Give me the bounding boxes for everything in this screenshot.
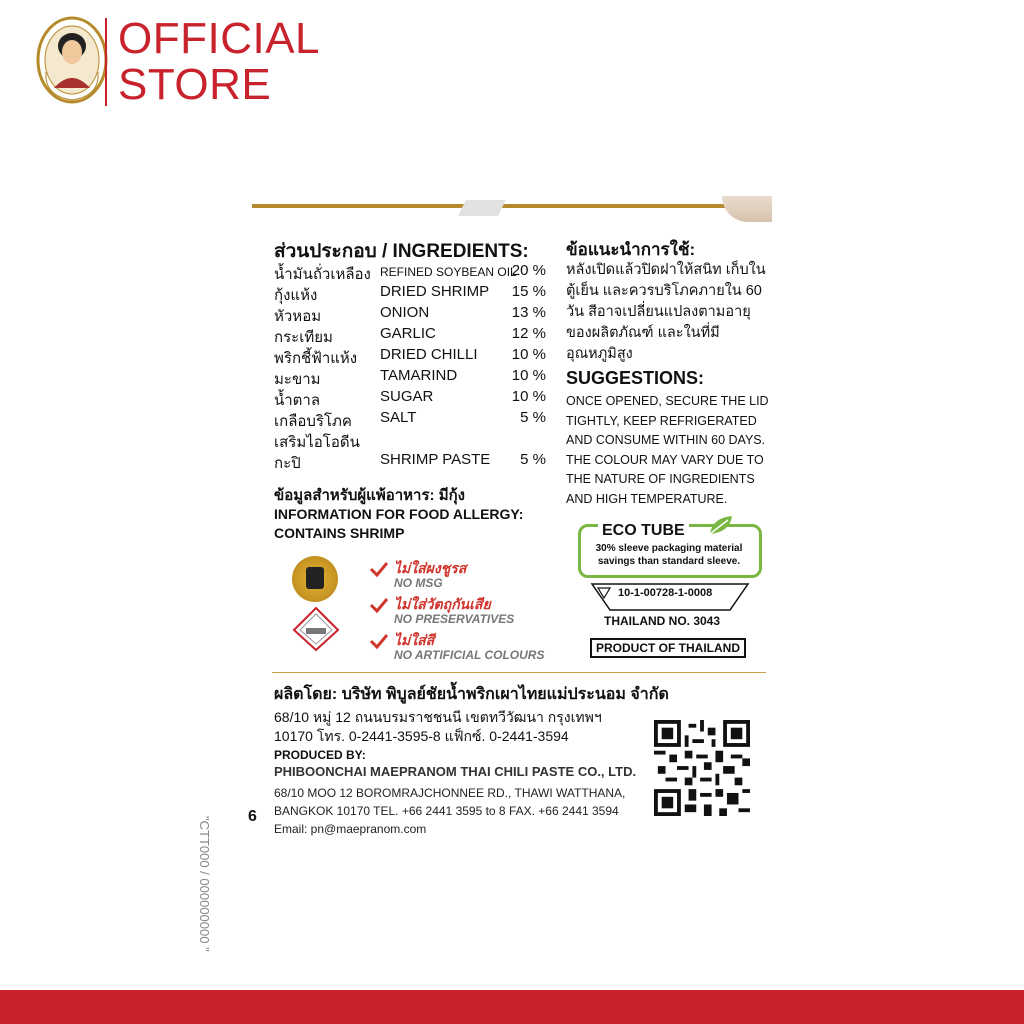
thai-select-seal-icon — [292, 606, 340, 652]
ingredient-en: TAMARIND — [380, 367, 458, 384]
ingredient-pct: 20 % — [511, 262, 546, 279]
ingredient-pct: 15 % — [511, 283, 546, 300]
ingredient-th: เสริมไอโอดีน — [274, 434, 360, 451]
claim-th: ไม่ใส่วัตถุกันเสีย — [394, 596, 491, 612]
allergy-en-2: CONTAINS SHRIMP — [274, 525, 405, 541]
bottom-brand-bar — [0, 990, 1024, 1024]
ingredient-th: กะปิ — [274, 455, 301, 472]
leaf-icon — [708, 514, 734, 536]
ingredient-th: เกลือบริโภค — [274, 413, 352, 430]
header-divider — [105, 18, 107, 106]
ingredient-th: น้ำมันถั่วเหลือง — [274, 266, 371, 283]
produced-by-label: PRODUCED BY: — [274, 748, 366, 762]
producer-th-line1: ผลิตโดย: บริษัท พิบูลย์ชัยน้ำพริกเผาไทยแม่ประนอม จำกัด — [274, 686, 669, 703]
eco-tube-subtitle: 30% sleeve packaging material savings than standard sleeve. — [595, 543, 743, 567]
ingredient-th: น้ำตาล — [274, 392, 321, 409]
ingredient-row — [274, 325, 552, 345]
allergy-info — [274, 486, 523, 543]
label-corner — [722, 196, 772, 222]
qr-code-icon — [654, 720, 750, 816]
ingredient-pct: 13 % — [511, 304, 546, 321]
product-of-thailand: PRODUCT OF THAILAND — [590, 638, 746, 658]
side-code: "CTT000 / 000000000 " — [197, 816, 212, 952]
ingredient-pct: 12 % — [511, 325, 546, 342]
ingredients-title: ส่วนประกอบ / INGREDIENTS: — [274, 241, 529, 262]
ingredient-pct: 10 % — [511, 367, 546, 384]
thailand-number: THAILAND NO. 3043 — [604, 614, 721, 628]
page-number: 6 — [248, 808, 257, 825]
checkmark-icon — [370, 598, 388, 612]
producer-en-addr2: BANGKOK 10170 TEL. +66 2441 3595 to 8 FAX. +66 2441 3594 — [274, 804, 619, 818]
ingredient-row — [274, 430, 552, 450]
ingredient-pct: 10 % — [511, 388, 546, 405]
ingredient-en: SHRIMP PASTE — [380, 451, 491, 468]
ingredient-row — [274, 409, 552, 429]
ingredient-th: หัวหอม — [274, 308, 322, 325]
thailand-trust-seal-icon — [292, 556, 338, 602]
producer-company: PHIBOONCHAI MAEPRANOM THAI CHILI PASTE CO., LTD. — [274, 764, 637, 779]
ingredient-pct: 10 % — [511, 346, 546, 363]
checkmark-icon — [370, 562, 388, 576]
producer-en-address — [274, 784, 625, 838]
ingredient-en: DRIED CHILLI — [380, 346, 478, 363]
claim-th: ไม่ใส่ผงชูรส — [394, 560, 467, 576]
ingredient-row — [274, 451, 552, 471]
label-edge — [458, 200, 505, 216]
ingredient-en: GARLIC — [380, 325, 436, 342]
product-label — [197, 196, 772, 952]
ingredient-en: ONION — [380, 304, 430, 321]
ingredient-th: พริกชี้ฟ้าแห้ง — [274, 350, 358, 367]
store-header — [0, 0, 1024, 120]
ingredient-th: มะขาม — [274, 371, 321, 388]
eco-tube-title: ECO TUBE — [598, 522, 689, 540]
ingredient-pct: 5 % — [520, 409, 546, 426]
producer-email: Email: pn@maepranom.com — [274, 822, 427, 836]
claim-en: NO PRESERVATIVES — [394, 612, 515, 626]
producer-th-line3: 10170 โทร. 0-2441-3595-8 แฟ็กซ์. 0-2441-3594 — [274, 728, 569, 744]
ingredient-pct: 5 % — [520, 451, 546, 468]
ingredient-row — [274, 304, 552, 324]
ingredient-en: SUGAR — [380, 388, 434, 405]
suggestions-title: SUGGESTIONS: — [566, 368, 705, 388]
ingredient-row — [274, 346, 552, 366]
claim-en: NO ARTIFICIAL COLOURS — [394, 648, 545, 662]
ingredient-th: กุ้งแห้ง — [274, 287, 318, 304]
ingredient-en: DRIED SHRIMP — [380, 283, 490, 300]
ingredient-row — [274, 388, 552, 408]
ingredient-en: REFINED SOYBEAN OIL — [380, 265, 517, 279]
gold-strip — [252, 204, 772, 208]
store-line-1: OFFICIAL — [118, 14, 321, 63]
producer-th-address — [274, 708, 602, 746]
ingredient-row — [274, 262, 552, 282]
producer-en-addr1: 68/10 MOO 12 BOROMRAJCHONNEE RD., THAWI WATTHANA, — [274, 786, 626, 800]
producer-th-line2: 68/10 หมู่ 12 ถนนบรมราชชนนี เขตทวีวัฒนา กรุงเทพฯ — [274, 709, 602, 725]
suggestions-text: ONCE OPENED, SECURE THE LID TIGHTLY, KEEP REFRIGERATED AND CONSUME WITHIN 60 DAYS. THE COLOUR MAY VARY DUE TO THE NATURE OF INGREDIENTS AND HIGH TEMPERATURE. — [566, 394, 769, 506]
ingredient-row — [274, 367, 552, 387]
tis-number: 10-1-00728-1-0008 — [618, 587, 713, 599]
allergy-en-1: INFORMATION FOR FOOD ALLERGY: — [274, 506, 524, 522]
store-line-2: STORE — [118, 60, 272, 109]
usage-th-text: หลังเปิดแล้วปิดฝาให้สนิท เก็บในตู้เย็น และควรบริโภคภายใน 60 วัน สีอาจเปลี่ยนแปลงตามอายุของผลิตภัณฑ์ และในที่มีอุณหภูมิสูง — [566, 262, 766, 362]
allergy-th: ข้อมูลสำหรับผู้แพ้อาหาร: มีกุ้ง — [274, 487, 465, 504]
ingredient-row — [274, 283, 552, 303]
checkmark-icon — [370, 634, 388, 648]
ingredient-en: SALT — [380, 409, 417, 426]
ingredient-th: กระเทียม — [274, 329, 333, 346]
usage-title: ข้อแนะนำการใช้: — [566, 240, 696, 259]
claim-en: NO MSG — [394, 576, 443, 590]
brand-logo-icon — [36, 16, 108, 104]
section-divider — [272, 672, 766, 673]
official-store-title — [118, 16, 320, 108]
claim-th: ไม่ใส่สี — [394, 632, 435, 648]
